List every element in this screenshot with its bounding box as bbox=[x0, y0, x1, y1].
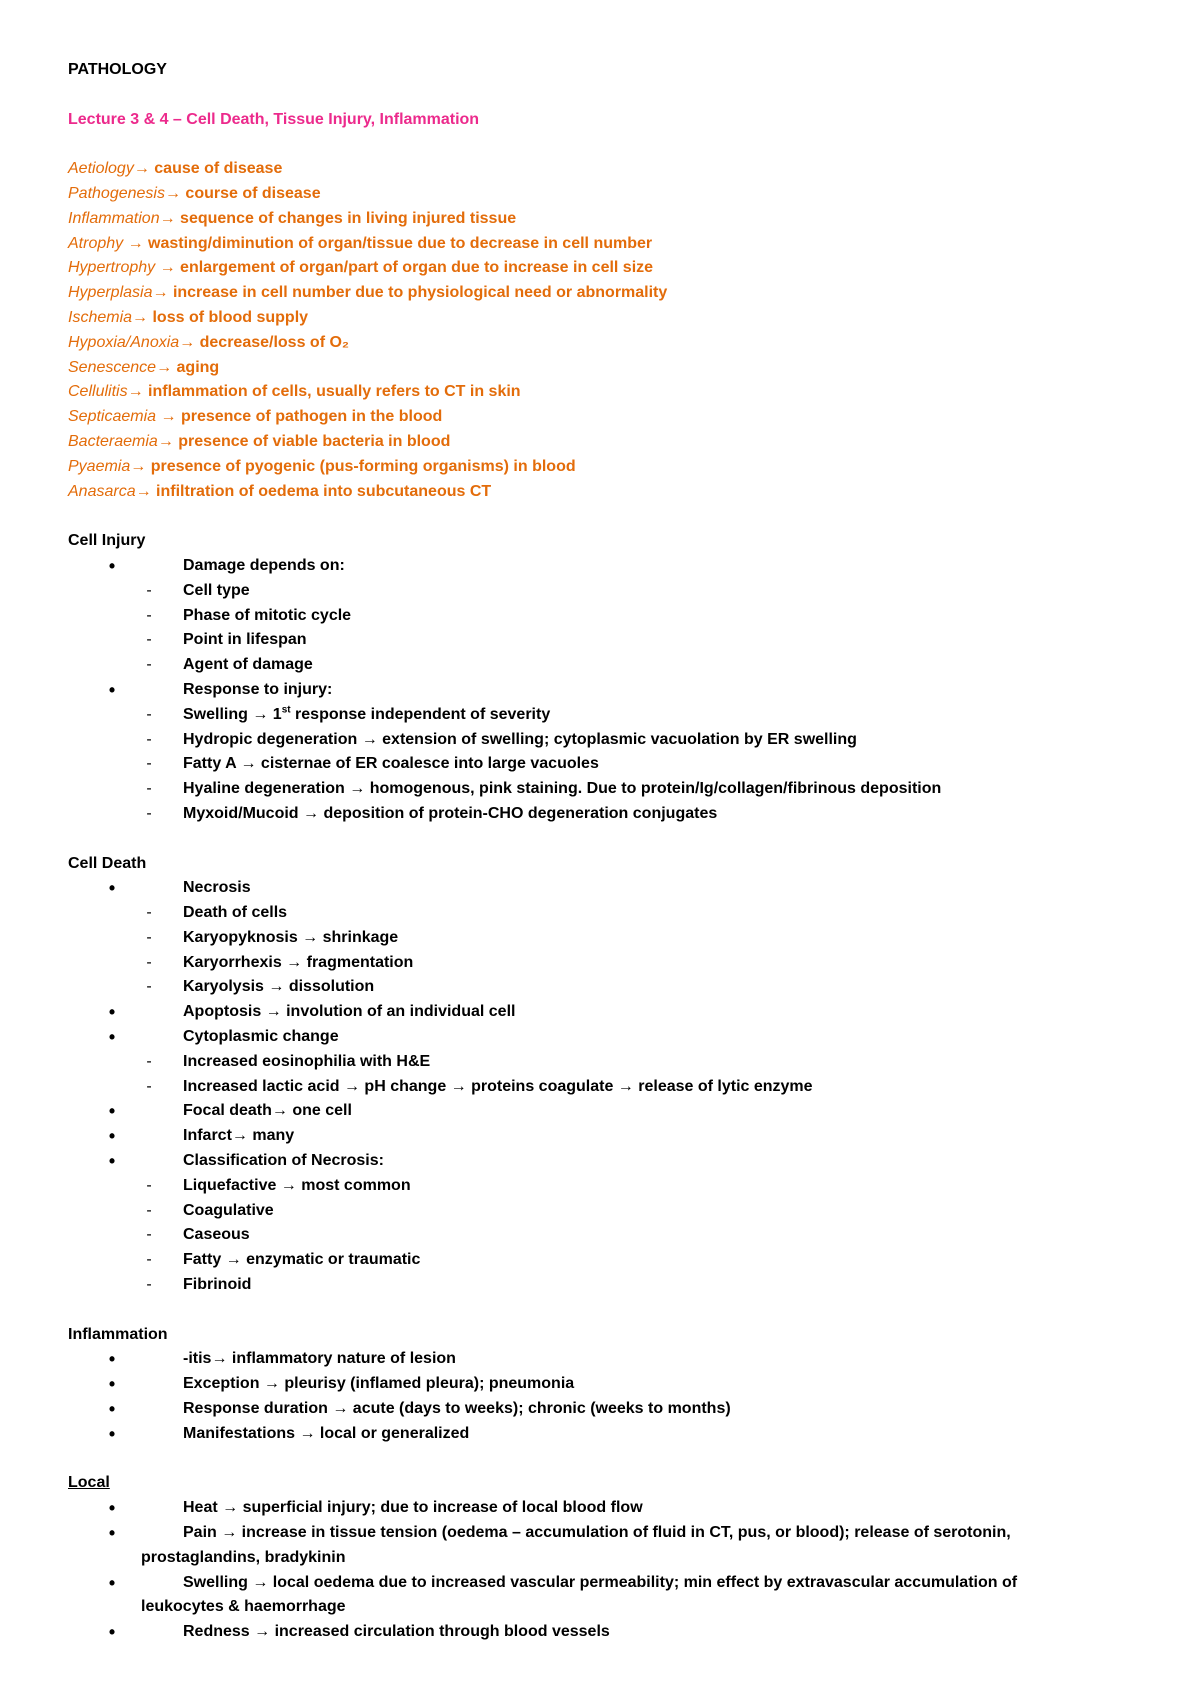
dash-icon: - bbox=[146, 730, 152, 748]
arrow-icon: → bbox=[135, 482, 157, 500]
arrow-icon: → bbox=[157, 432, 179, 450]
list-item: - Point in lifespan bbox=[68, 628, 1128, 653]
bullet-icon: • bbox=[108, 1151, 116, 1172]
bullet-icon: • bbox=[108, 1002, 116, 1023]
list-item: - Coagulative bbox=[68, 1199, 1128, 1224]
definition-term: Cellulitis bbox=[68, 383, 128, 401]
list-item: • Cytoplasmic change bbox=[68, 1025, 1128, 1050]
list-item: - Increased lactic acid → pH change → proteins coagulate → release of lytic enzyme bbox=[68, 1075, 1128, 1100]
definition-term: Ischemia bbox=[68, 308, 133, 326]
section-heading-local: Local bbox=[68, 1474, 110, 1492]
definition-line bbox=[68, 430, 1128, 455]
arrow-icon: → bbox=[127, 383, 149, 401]
dash-icon: - bbox=[146, 804, 152, 822]
list-item: • Swelling → local oedema due to increased vascular permeability; min effect by extravascular accumulation of bbox=[68, 1571, 1128, 1596]
dash-icon: - bbox=[146, 1251, 152, 1269]
list-item: - Agent of damage bbox=[68, 653, 1128, 678]
definition-line bbox=[68, 281, 1128, 306]
dash-icon: - bbox=[146, 1052, 152, 1070]
list-item: - Karyolysis → dissolution bbox=[68, 975, 1128, 1000]
dash-icon: - bbox=[146, 953, 152, 971]
definition-term: Bacteraemia bbox=[68, 432, 158, 450]
list-item: - Hyaline degeneration → homogenous, pink staining. Due to protein/Ig/collagen/fibrinous deposition bbox=[68, 777, 1128, 802]
bullet-icon: • bbox=[108, 1572, 116, 1593]
definition-line bbox=[68, 157, 1128, 182]
definition-line bbox=[68, 306, 1128, 331]
arrow-icon: → bbox=[179, 333, 200, 351]
bullet-icon: • bbox=[108, 1523, 116, 1544]
doc-title: PATHOLOGY bbox=[68, 61, 167, 78]
list-item: • Manifestations → local or generalized bbox=[68, 1422, 1128, 1447]
list-item: • Exception → pleurisy (inflamed pleura); pneumonia bbox=[68, 1372, 1128, 1397]
definition-text: presence of pyogenic (pus-forming organisms) in blood bbox=[150, 457, 576, 475]
bullet-icon: • bbox=[108, 878, 116, 899]
bullet-icon: • bbox=[108, 555, 116, 576]
list-item-continuation: prostaglandins, bradykinin bbox=[141, 1548, 346, 1566]
dash-icon: - bbox=[146, 705, 152, 723]
list-item: - Karyopyknosis → shrinkage bbox=[68, 926, 1128, 951]
bullet-icon: • bbox=[108, 1101, 116, 1122]
arrow-icon: → bbox=[155, 259, 181, 277]
arrow-icon: → bbox=[152, 284, 173, 302]
definition-text: increase in cell number due to physiological need or abnormality bbox=[172, 284, 668, 302]
arrow-icon: → bbox=[156, 358, 177, 376]
list-item: • Infarct→ many bbox=[68, 1124, 1128, 1149]
dash-icon: - bbox=[146, 656, 152, 674]
dash-icon: - bbox=[146, 780, 152, 798]
arrow-icon: → bbox=[133, 160, 155, 178]
arrow-icon: → bbox=[159, 209, 181, 227]
list-item: - Hydropic degeneration → extension of swelling; cytoplasmic vacuolation by ER swelling bbox=[68, 728, 1128, 753]
definition-text: cause of disease bbox=[154, 160, 283, 178]
definition-text: inflammation of cells, usually refers to CT in skin bbox=[148, 383, 521, 401]
dash-icon: - bbox=[146, 978, 152, 996]
list-item: • Focal death→ one cell bbox=[68, 1099, 1128, 1124]
definition-term: Hypertrophy bbox=[68, 259, 156, 277]
bullet-icon: • bbox=[108, 1423, 116, 1444]
definition-text: presence of viable bacteria in blood bbox=[178, 432, 451, 450]
document-content bbox=[68, 58, 1128, 1645]
definition-term: Pyaemia bbox=[68, 457, 131, 475]
definition-text: loss of blood supply bbox=[152, 308, 309, 326]
definitions-list bbox=[68, 157, 1128, 504]
list-item: - Karyorrhexis → fragmentation bbox=[68, 951, 1128, 976]
definition-term: Hypoxia/Anoxia bbox=[68, 333, 180, 351]
list-item: • -itis→ inflammatory nature of lesion bbox=[68, 1347, 1128, 1372]
list-item: - Swelling → 1st response independent of severity bbox=[68, 703, 1128, 728]
arrow-icon: → bbox=[130, 457, 151, 475]
bullet-icon: • bbox=[108, 1349, 116, 1370]
list-item: • Damage depends on: bbox=[68, 554, 1128, 579]
section-heading-cell-death: Cell Death bbox=[68, 854, 147, 872]
lecture-title: Lecture 3 & 4 – Cell Death, Tissue Injury, Inflammation bbox=[68, 110, 480, 128]
dash-icon: - bbox=[146, 904, 152, 922]
dash-icon: - bbox=[146, 1077, 152, 1095]
list-item: - Increased eosinophilia with H&E bbox=[68, 1050, 1128, 1075]
definition-line bbox=[68, 232, 1128, 257]
dash-icon: - bbox=[146, 1226, 152, 1244]
definition-text: infiltration of oedema into subcutaneous CT bbox=[156, 482, 492, 500]
list-item: - Myxoid/Mucoid → deposition of protein-CHO degeneration conjugates bbox=[68, 802, 1128, 827]
bullet-icon: • bbox=[108, 1498, 116, 1519]
dash-icon: - bbox=[146, 928, 152, 946]
bullet-icon: • bbox=[108, 1374, 116, 1395]
list-item: - Fatty A → cisternae of ER coalesce into large vacuoles bbox=[68, 752, 1128, 777]
list-item: - Fatty → enzymatic or traumatic bbox=[68, 1248, 1128, 1273]
list-item: - Caseous bbox=[68, 1223, 1128, 1248]
definition-text: aging bbox=[176, 358, 220, 376]
definition-line bbox=[68, 480, 1128, 505]
definition-line bbox=[68, 331, 1128, 356]
list-item: - Phase of mitotic cycle bbox=[68, 604, 1128, 629]
list-item: - Liquefactive → most common bbox=[68, 1174, 1128, 1199]
definition-term: Inflammation bbox=[68, 209, 160, 227]
bullet-icon: • bbox=[108, 1399, 116, 1420]
dash-icon: - bbox=[146, 631, 152, 649]
list-item: - Death of cells bbox=[68, 901, 1128, 926]
arrow-icon: → bbox=[123, 234, 149, 252]
bullet-icon: • bbox=[108, 1027, 116, 1048]
list-item: • Classification of Necrosis: bbox=[68, 1149, 1128, 1174]
definition-text: sequence of changes in living injured tissue bbox=[180, 209, 517, 227]
definition-text: enlargement of organ/part of organ due to increase in cell size bbox=[180, 259, 654, 277]
section-heading-cell-injury: Cell Injury bbox=[68, 532, 146, 550]
list-item: • Response to injury: bbox=[68, 678, 1128, 703]
arrow-icon: → bbox=[156, 408, 181, 426]
list-item: • Pain → increase in tissue tension (oedema – accumulation of fluid in CT, pus, or blood); release of serotonin, bbox=[68, 1521, 1128, 1546]
arrow-icon: → bbox=[164, 184, 186, 202]
dash-icon: - bbox=[146, 1176, 152, 1194]
list-item: • Response duration → acute (days to weeks); chronic (weeks to months) bbox=[68, 1397, 1128, 1422]
section-heading-inflammation: Inflammation bbox=[68, 1325, 168, 1343]
definition-term: Senescence bbox=[68, 358, 157, 376]
list-item: • Necrosis bbox=[68, 876, 1128, 901]
definition-line bbox=[68, 207, 1128, 232]
definition-line bbox=[68, 356, 1128, 381]
list-item: - Cell type bbox=[68, 579, 1128, 604]
definition-text: decrease/loss of O₂ bbox=[199, 333, 350, 351]
definition-line bbox=[68, 182, 1128, 207]
list-item-continuation: leukocytes & haemorrhage bbox=[141, 1598, 346, 1616]
dash-icon: - bbox=[146, 755, 152, 773]
definition-text: wasting/diminution of organ/tissue due to decrease in cell number bbox=[148, 234, 653, 252]
definition-line bbox=[68, 256, 1128, 281]
definition-term: Aetiology bbox=[68, 160, 134, 178]
dash-icon: - bbox=[146, 581, 152, 599]
definition-term: Anasarca bbox=[68, 482, 136, 500]
arrow-icon: → bbox=[132, 308, 153, 326]
definition-line bbox=[68, 405, 1128, 430]
definition-line bbox=[68, 380, 1128, 405]
list-item: • Apoptosis → involution of an individual cell bbox=[68, 1000, 1128, 1025]
definition-term: Pathogenesis bbox=[68, 184, 165, 202]
definition-line bbox=[68, 455, 1128, 480]
definition-text: course of disease bbox=[185, 184, 321, 202]
bullet-icon: • bbox=[108, 1622, 116, 1643]
dash-icon: - bbox=[146, 1201, 152, 1219]
dash-icon: - bbox=[146, 1276, 152, 1294]
list-item: • Redness → increased circulation through blood vessels bbox=[68, 1620, 1128, 1645]
definition-text: presence of pathogen in the blood bbox=[180, 408, 443, 426]
definition-term: Atrophy bbox=[68, 234, 124, 252]
dash-icon: - bbox=[146, 606, 152, 624]
definition-term: Septicaemia bbox=[68, 408, 157, 426]
list-item: • Heat → superficial injury; due to increase of local blood flow bbox=[68, 1496, 1128, 1521]
bullet-icon: • bbox=[108, 1126, 116, 1147]
bullet-icon: • bbox=[108, 679, 116, 700]
list-item: - Fibrinoid bbox=[68, 1273, 1128, 1298]
definition-term: Hyperplasia bbox=[68, 284, 153, 302]
